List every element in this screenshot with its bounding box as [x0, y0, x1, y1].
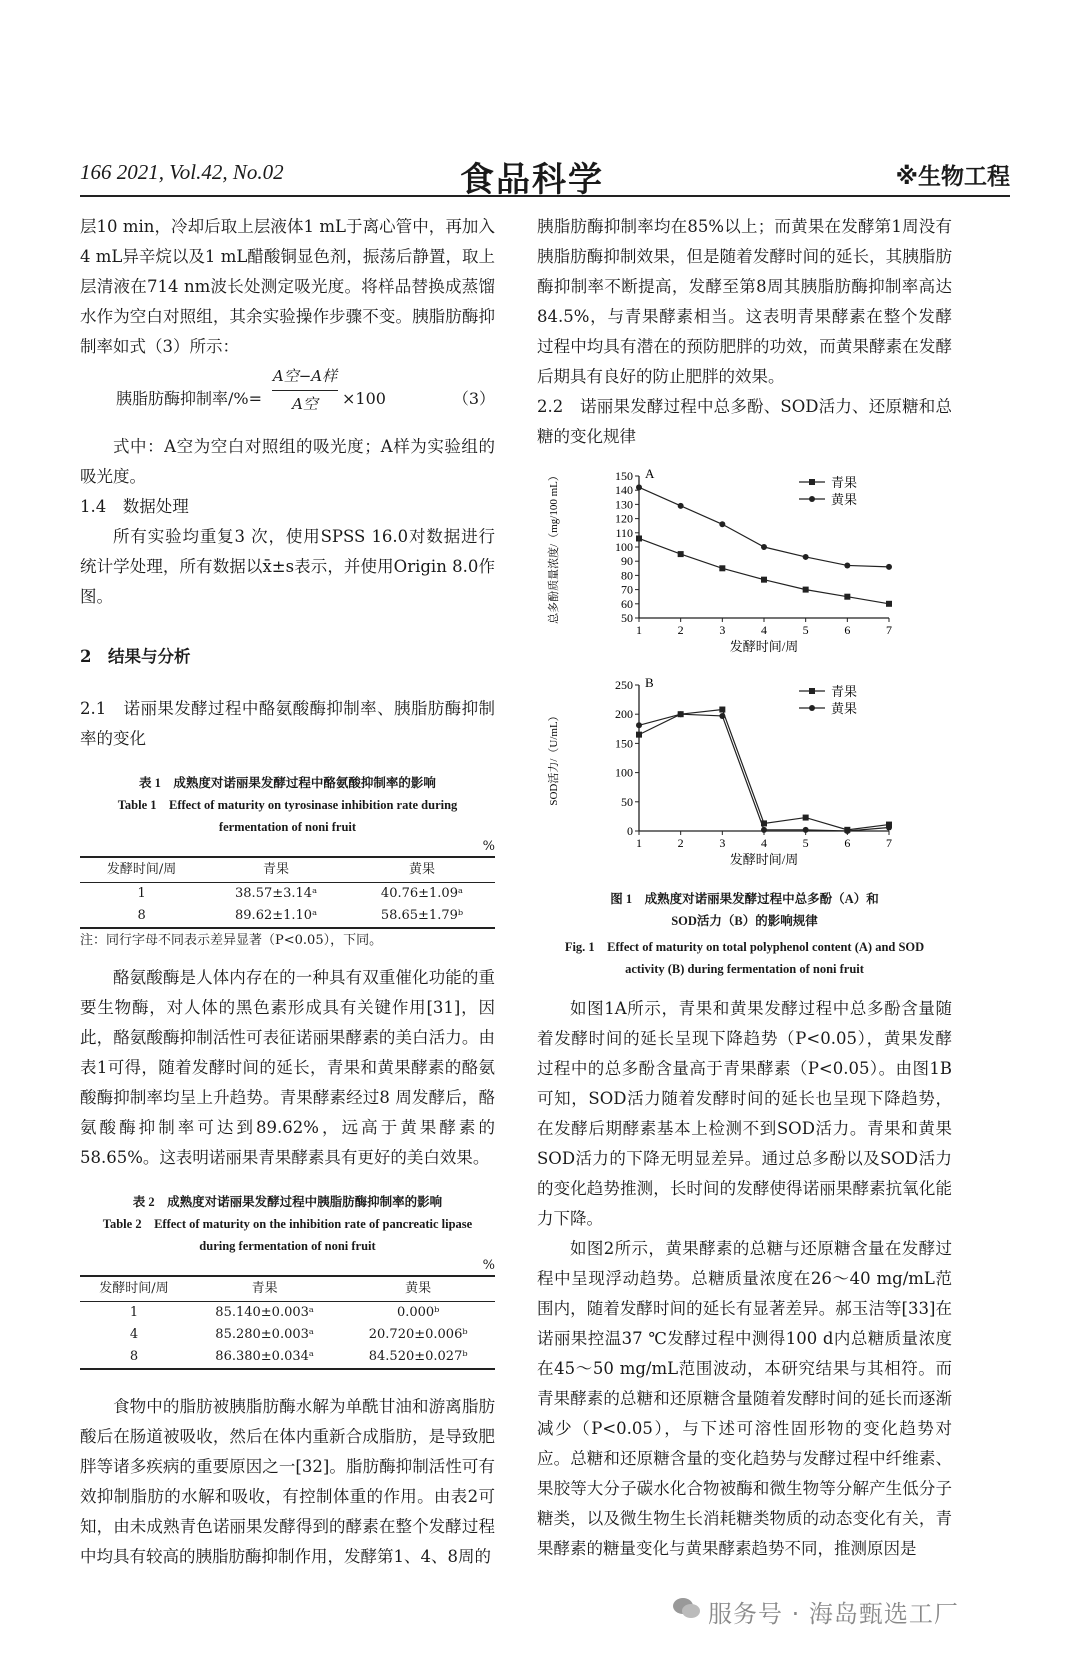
section-2-2-title: 2.2 诺丽果发酵过程中总多酚、SOD活力、还原糖和总糖的变化规律: [537, 397, 952, 446]
legend-label: 黄果: [831, 701, 858, 716]
paragraph-method: 层10 min，冷却后取上层液体1 mL于离心管中，再加入4 mL异辛烷以及1 mL醋酸铜显色剂，振荡后静置，取上层清液在714 nm波长处测定吸光度。将样品替换成蒸馏水作为空白对照组，其余实验操作步骤不变。胰脂肪酶抑制率如式（3）所示：: [80, 217, 495, 356]
x-tick-label: 7: [886, 836, 892, 850]
table1-caption-en-1: Table 1 Effect of maturity on tyrosinase inhibition rate during: [117, 798, 458, 812]
x-tick-label: 6: [844, 623, 851, 637]
page-info: 166 2021, Vol.42, No.02: [80, 160, 284, 184]
legend-label: 青果: [831, 475, 858, 490]
y-tick-label: 120: [615, 511, 633, 526]
y-tick-label: 200: [615, 707, 633, 722]
data-point: [761, 544, 767, 550]
legend-label: 黄果: [831, 492, 858, 507]
data-point: [636, 484, 642, 490]
x-tick-label: 6: [844, 836, 851, 850]
legend-label: 青果: [831, 684, 858, 699]
x-tick-label: 5: [802, 623, 809, 637]
legend-marker: [809, 688, 815, 694]
table1-header: 黄果: [349, 857, 495, 883]
y-tick-label: 110: [615, 525, 633, 540]
table1-cell: 38.57±3.14ᵃ: [235, 886, 318, 901]
table1-caption-en-2: fermentation of noni fruit: [218, 820, 357, 834]
data-point: [803, 587, 809, 593]
table1-grid: [80, 856, 495, 929]
panel-label: A: [645, 468, 655, 481]
table1-header: 发酵时间/周: [80, 857, 203, 883]
x-axis-label: 发酵时间/周: [729, 639, 799, 654]
table-1: [80, 772, 495, 953]
table-row: [80, 883, 495, 906]
wechat-icon: [672, 1596, 702, 1620]
left-column: [80, 212, 495, 1572]
table2-cell: 85.140±0.003ᵃ: [215, 1305, 314, 1320]
data-point: [761, 577, 767, 583]
section-label: ※生物工程: [895, 164, 1010, 190]
table-row: [80, 1302, 495, 1325]
table2-header: 发酵时间/周: [80, 1276, 188, 1302]
formula-tail: ×100: [342, 389, 386, 408]
y-tick-label: 100: [615, 540, 633, 554]
table-row: [80, 905, 495, 928]
data-point: [678, 551, 684, 557]
data-point: [844, 562, 850, 568]
y-tick-label: 90: [621, 554, 633, 569]
data-point: [886, 824, 892, 830]
figure-caption-cn-1: 图 1 成熟度对诺丽果发酵过程中总多酚（A）和: [610, 892, 879, 906]
table1-cell: 1: [137, 886, 146, 901]
y-tick-label: 50: [621, 794, 633, 809]
legend-marker: [809, 705, 815, 711]
formula-lhs: 胰脂肪酶抑制率/%=: [116, 389, 263, 408]
data-point: [886, 601, 892, 607]
series: [636, 707, 892, 833]
x-tick-label: 1: [636, 836, 642, 850]
section-1-4: 1.4 数据处理: [80, 497, 189, 516]
table2-header: 黄果: [341, 1276, 495, 1302]
table2-cell: 1: [129, 1305, 139, 1320]
table2-cell: 20.720±0.006ᵇ: [368, 1327, 468, 1342]
data-point: [719, 565, 725, 571]
formula-numerator: A空−A样: [272, 367, 338, 385]
table2-cell: 85.280±0.003ᵃ: [215, 1327, 314, 1342]
formula-denominator: A空: [292, 395, 318, 413]
table2-header: 青果: [188, 1276, 341, 1302]
y-tick-label: 50: [621, 611, 633, 625]
table2-grid: [80, 1275, 495, 1370]
table-row: [80, 1346, 495, 1369]
data-point: [886, 564, 892, 570]
y-tick-label: 80: [621, 568, 633, 583]
figure-caption-en-1: Fig. 1 Effect of maturity on total polyphenol content (A) and SOD: [564, 940, 925, 954]
x-tick-label: 1: [636, 623, 642, 637]
y-tick-label: 0: [627, 824, 633, 838]
figure-1: [537, 468, 952, 878]
paragraph-tyrosinase: 酪氨酸酶是人体内存在的一种具有双重催化功能的重要生物酶，对人体的黑色素形成具有关键作用[31]，因此，酪氨酸酶抑制活性可表征诺丽果酵素的美白活力。由表1可得，随着发酵时间的延长，青果和黄果酵素的酪氨酸酶抑制率均呈上升趋势。青果酵素经过8 周发酵后，酪氨酸酶抑制率可达到89.62%，远高于黄果酵素的58.65%。这表明诺丽果青果酵素具有更好的美白效果。: [80, 968, 495, 1167]
table2-unit: %: [482, 1258, 495, 1273]
x-tick-label: 3: [719, 623, 726, 637]
x-tick-label: 2: [677, 623, 684, 637]
data-point: [636, 722, 642, 728]
table-2: [80, 1191, 495, 1370]
table1-header: 青果: [203, 857, 349, 883]
x-tick-label: 4: [761, 623, 767, 637]
series: [636, 711, 892, 834]
table2-caption-en-2: during fermentation of noni fruit: [199, 1239, 376, 1253]
x-tick-label: 5: [802, 836, 809, 850]
paragraph-lipase: 食物中的脂肪被胰脂肪酶水解为单酰甘油和游离脂肪酸后在肠道被吸收，然后在体内重新合成脂肪，是导致肥胖等诸多疾病的重要原因之一[32]。脂肪酶抑制活性可有效抑制脂肪的水解和吸收，有控制体重的作用。由表2可知，由未成熟青色诺丽果发酵得到的酵素在整个发酵过程中均具有较高的胰脂肪酶抑制作用，发酵第1、4、8周的: [80, 1397, 495, 1566]
chart-b: [537, 673, 952, 878]
data-point: [636, 535, 642, 541]
table2-caption-en-1: Table 2 Effect of maturity on the inhibition rate of pancreatic lipase: [102, 1217, 473, 1231]
watermark: 服务号 · 海岛甄选工厂: [708, 1600, 959, 1628]
section-2-title: 2 结果与分析: [80, 647, 191, 666]
table1-cell: 58.65±1.79ᵇ: [349, 905, 495, 928]
section-2-1-title: 2.1 诺丽果发酵过程中酪氨酸酶抑制率、胰脂肪酶抑制率的变化: [80, 699, 495, 748]
x-tick-label: 3: [719, 836, 726, 850]
paragraph-figure: 如图1A所示，青果和黄果发酵过程中总多酚含量随着发酵时间的延长呈现下降趋势（P<0.05），黄果发酵过程中的总多酚含量高于青果酵素（P<0.05）。由图1B可知，SOD活力随着发酵时间的延长也呈现下降趋势，在发酵后期酵素基本上检测不到SOD活力。青果和黄果SOD活力的下降无明显差异。通过总多酚以及SOD活力的变化趋势推测，长时间的发酵使得诺丽果酵素抗氧化能力下降。: [537, 999, 952, 1228]
figure-caption-cn-2: SOD活力（B）的影响规律: [671, 914, 818, 928]
data-point: [844, 594, 850, 600]
chart-a: [537, 468, 952, 663]
data-point: [719, 521, 725, 527]
y-tick-label: 150: [615, 469, 633, 483]
table1-cell: 40.76±1.09ᵃ: [380, 886, 463, 901]
data-point: [636, 732, 642, 738]
data-point: [844, 828, 850, 834]
x-axis-label: 发酵时间/周: [729, 852, 799, 867]
y-tick-label: 70: [621, 582, 633, 597]
paragraph-lipase-cont: 胰脂肪酶抑制率均在85%以上；而黄果在发酵第1周没有胰脂肪酶抑制效果，但是随着发酵时间的延长，其胰脂肪酶抑制率不断提高，发酵至第8周其胰脂肪酶抑制率高达84.5%，与青果酵素相当。这表明青果酵素在整个发酵过程中均具有潜在的预防肥胖的功效，而黄果酵素在发酵后期具有良好的防止肥胖的效果。: [537, 217, 952, 386]
formula-note: 式中：A空为空白对照组的吸光度；A样为实验组的吸光度。: [80, 437, 495, 486]
x-tick-label: 7: [886, 623, 892, 637]
table1-caption-cn: 表 1 成熟度对诺丽果发酵过程中酪氨酸抑制率的影响: [139, 776, 436, 790]
y-tick-label: 150: [615, 736, 633, 751]
right-column: [537, 212, 952, 1564]
series-line: [639, 710, 889, 830]
table2-cell: 84.520±0.027ᵇ: [341, 1346, 495, 1369]
table2-caption-cn: 表 2 成熟度对诺丽果发酵过程中胰脂肪酶抑制率的影响: [132, 1195, 443, 1209]
formula-number: （3）: [452, 389, 495, 408]
data-point: [719, 707, 725, 713]
y-tick-label: 60: [621, 596, 633, 611]
data-point: [761, 827, 767, 833]
table-row: [80, 1324, 495, 1346]
series-line: [639, 714, 889, 831]
x-tick-label: 4: [761, 836, 767, 850]
journal-title: 食品科学: [460, 160, 604, 200]
y-axis-label: 总多酚质量浓度/（mg/100 mL）: [548, 470, 560, 624]
table1-note: 注：同行字母不同表示差异显著（P<0.05），下同。: [80, 933, 383, 948]
header-rule: [80, 195, 1010, 197]
figure-caption-en-2: activity (B) during fermentation of noni fruit: [625, 962, 864, 976]
data-point: [803, 827, 809, 833]
page-header: [80, 148, 1010, 200]
table2-cell: 86.380±0.034ᵃ: [188, 1346, 341, 1369]
y-tick-label: 100: [615, 765, 633, 780]
fraction-bar: [272, 390, 338, 391]
table2-cell: 4: [129, 1327, 139, 1342]
y-axis-label: SOD活力/（U/mL）: [548, 710, 560, 806]
data-point: [719, 713, 725, 719]
formula-3: [80, 362, 495, 432]
x-tick-label: 2: [677, 836, 684, 850]
data-point: [803, 815, 809, 821]
paragraph-sugar: 如图2所示，黄果酵素的总糖与还原糖含量在发酵过程中呈现浮动趋势。总糖质量浓度在26～40 mg/mL范围内，随着发酵时间的延长有显著差异。郝玉洁等[33]在诺丽果控温37 ℃发酵过程中测得100 d内总糖质量浓度在45～50 mg/mL范围波动，本研究结果与其相符。而青果酵素的总糖和还原糖含量随着发酵时间的延长而逐渐减少（P<0.05），与下述可溶性固形物的变化趋势对应。总糖和还原糖含量的变化趋势与发酵过程中纤维素、果胶等大分子碳水化合物被酶和微生物等分解产生低分子糖类，以及微生物生长消耗糖类物质的动态变化有关，青果酵素的糖量变化与黄果酵素趋势不同，推测原因是: [537, 1239, 952, 1558]
table1-cell: 8: [80, 905, 203, 928]
data-point: [678, 711, 684, 717]
data-point: [678, 503, 684, 509]
table2-cell: 8: [80, 1346, 188, 1369]
legend-marker: [809, 496, 815, 502]
paragraph-stats: 所有实验均重复3 次，使用SPSS 16.0对数据进行统计学处理，所有数据以x̄±s表示，并使用Origin 8.0作图。: [80, 527, 495, 606]
y-tick-label: 140: [615, 483, 633, 498]
legend-marker: [809, 479, 815, 485]
y-tick-label: 250: [615, 678, 633, 692]
table1-unit: %: [482, 839, 495, 854]
data-point: [803, 554, 809, 560]
table2-cell: 0.000ᵇ: [396, 1305, 440, 1320]
y-tick-label: 130: [615, 497, 633, 512]
table1-cell: 89.62±1.10ᵃ: [203, 905, 349, 928]
panel-label: B: [645, 675, 654, 690]
